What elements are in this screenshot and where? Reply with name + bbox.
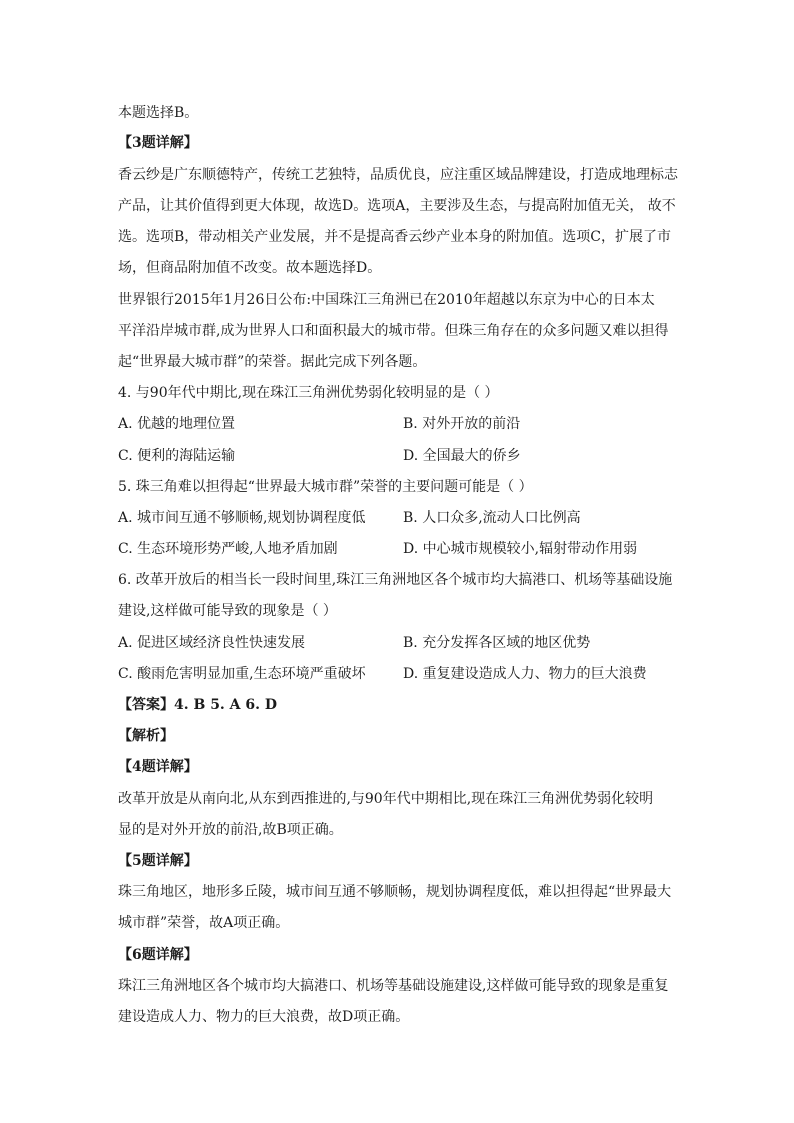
question-6: 6. 改革开放后的相当长一段时间里,珠江三角洲地区各个城市均大搞港口、机场等基础设施 — [118, 572, 673, 588]
text-line: 世界银行2015年1月26日公布:中国珠江三角洲已在2010年超越以东京为中心的日本太 — [118, 292, 655, 308]
text-line: 珠江三角洲地区各个城市均大搞港口、机场等基础设施建设,这样做可能导致的现象是重复 — [118, 978, 669, 994]
section-heading-3: 【3题详解】 — [118, 135, 198, 151]
text-line: 改革开放是从南向北,从东到西推进的,与90年代中期相比,现在珠江三角洲优势弱化较明 — [118, 791, 654, 807]
section-heading-6: 【6题详解】 — [118, 947, 198, 963]
option-5a: A. 城市间互通不够顺畅,规划协调程度低 — [118, 510, 366, 526]
option-6d: D. 重复建设造成人力、物力的巨大浪费 — [403, 666, 647, 682]
option-4d: D. 全国最大的侨乡 — [403, 448, 521, 464]
option-4c: C. 便利的海陆运输 — [118, 448, 236, 464]
text-line: 起“世界最大城市群”的荣誉。据此完成下列各题。 — [118, 354, 427, 370]
section-heading-4: 【4题详解】 — [118, 759, 198, 775]
option-5b: B. 人口众多,流动人口比例高 — [403, 510, 581, 526]
text-line: 建设造成人力、物力的巨大浪费，故D项正确。 — [118, 1009, 410, 1025]
text-line: 城市群”荣誉，故A项正确。 — [118, 915, 290, 931]
option-5d: D. 中心城市规模较小,辐射带动作用弱 — [403, 541, 638, 557]
section-heading-5: 【5题详解】 — [118, 853, 198, 869]
text-line: 香云纱是广东顺德特产，传统工艺独特，品质优良，应注重区域品牌建设，打造成地理标志 — [118, 167, 678, 183]
text-line: 产品，让其价值得到更大体现，故选D。选项A，主要涉及生态，与提高附加值无关， 故不 — [118, 198, 676, 214]
text-line: 本题选择B。 — [118, 105, 199, 121]
option-5c: C. 生态环境形势严峻,人地矛盾加剧 — [118, 541, 338, 557]
option-6c: C. 酸雨危害明显加重,生态环境严重破坏 — [118, 666, 366, 682]
text-line: 显的是对外开放的前沿,故B项正确。 — [118, 822, 343, 838]
option-6b: B. 充分发挥各区域的地区优势 — [403, 635, 591, 651]
option-6a: A. 促进区域经济良性快速发展 — [118, 635, 306, 651]
analysis-heading: 【解析】 — [118, 728, 174, 744]
question-6-cont: 建设,这样做可能导致的现象是（ ） — [118, 603, 337, 619]
question-5: 5. 珠三角难以担得起“世界最大城市群”荣誉的主要问题可能是（ ） — [118, 479, 533, 495]
text-line: 选。选项B，带动相关产业发展，并不是提高香云纱产业本身的附加值。选项C，扩展了市 — [118, 229, 671, 245]
answer-line: 【答案】4. B 5. A 6. D — [118, 697, 278, 713]
text-line: 平洋沿岸城市群,成为世界人口和面积最大的城市带。但珠三角存在的众多问题又难以担得 — [118, 323, 669, 339]
option-4b: B. 对外开放的前沿 — [403, 416, 521, 432]
text-line: 珠三角地区，地形多丘陵，城市间互通不够顺畅，规划协调程度低，难以担得起“世界最大 — [118, 884, 672, 900]
text-line: 场，但商品附加值不改变。故本题选择D。 — [118, 260, 382, 276]
option-4a: A. 优越的地理位置 — [118, 416, 236, 432]
question-4: 4. 与90年代中期比,现在珠江三角洲优势弱化较明显的是（ ） — [118, 385, 499, 401]
